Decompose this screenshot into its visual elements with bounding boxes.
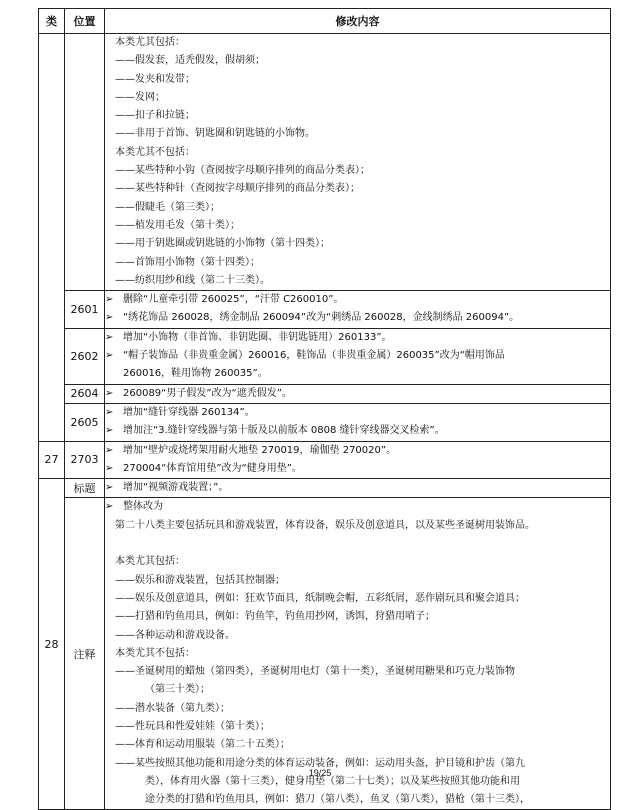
table-row: [39, 328, 611, 384]
note-line: 本类尤其包括：: [115, 37, 185, 48]
arrow-bullet-icon: ➢: [105, 444, 114, 456]
note-line: ——用于钥匙圈或钥匙链的小饰物（第十四类）；: [115, 238, 330, 250]
table-row: [39, 34, 611, 291]
note-line: ——假发套，适秃假发，假胡须；: [115, 55, 265, 67]
arrow-bullet-icon: ➢: [105, 387, 114, 399]
list-item: ➢ “绣花饰品 260028，绣金制品 260094”改为“刺绣品 260028，金线制绣品 260094”。: [105, 309, 610, 327]
note-line: ——发夹和发带；: [115, 73, 195, 85]
note-line: ——发网；: [115, 91, 165, 103]
arrow-bullet-icon: ➢: [105, 312, 114, 324]
list-item: ➢ 增加“视频游戏装置；”。: [105, 479, 610, 497]
arrow-bullet-icon: ➢: [105, 294, 114, 306]
change-content: [105, 384, 611, 403]
page-number: 19/25: [308, 768, 332, 778]
note-line: ——性玩具和性爱娃娃（第十类）；: [115, 720, 270, 732]
arrow-bullet-icon: ➢: [105, 462, 114, 474]
note-line: ——非用于首饰、钥匙圈和钥匙链的小饰物。: [115, 128, 315, 140]
list-item: ➢ 增加注“3.缝针穿线器与第十版及以前版本 0808 缝针穿线器交叉检索”。: [105, 422, 610, 440]
table-row: [39, 441, 611, 479]
list-item: ➢ 260089“男子假发”改为“遮秃假发”。: [105, 385, 610, 403]
position-cell: 2602: [65, 328, 105, 384]
table-row: [39, 403, 611, 441]
note-content: [105, 34, 611, 291]
list-item: ➢ “帽子装饰品（非贵重金属）260016，鞋饰品（非贵重金属）260035”改为“帽用饰品: [105, 347, 610, 365]
note-line: ——打猎和钓鱼用具，例如：钓鱼竿，钓鱼用抄网，诱饵，狩猎用哨子；: [115, 611, 435, 623]
list-item: ➢ 整体改为: [105, 498, 610, 516]
note-line: ——某些按照其他功能和用途分类的体育运动装备，例如：运动用头盔，护目镜和护齿（第九: [115, 757, 525, 769]
arrow-bullet-icon: ➢: [105, 482, 114, 494]
note-line: 本类尤其包括：: [115, 556, 185, 568]
note-line: ——某些特种针（查阅按字母顺序排列的商品分类表）；: [115, 183, 360, 195]
note-line: 本类尤其不包括：: [115, 146, 195, 158]
note-line: ——某些特种小钩（查阅按字母顺序排列的商品分类表）；: [115, 165, 370, 177]
position-cell: 2703: [65, 441, 105, 479]
table-row: [39, 498, 611, 810]
change-content: [105, 441, 611, 479]
note-line: ——纺织用纱和线（第二十三类）。: [115, 274, 270, 286]
position-cell: 2605: [65, 403, 105, 441]
class-cell: 28: [39, 479, 65, 810]
table-row: [39, 479, 611, 498]
position-cell: 标题: [65, 479, 105, 498]
note-line: ——植发用毛发（第十类）；: [115, 219, 240, 231]
change-content: [105, 479, 611, 498]
header-row: [39, 9, 611, 34]
note-line: ——首饰用小饰物（第十四类）；: [115, 256, 260, 268]
list-item: ➢ 增加“小饰物（非首饰、非钥匙圈、非钥匙链用）260133”。: [105, 329, 610, 347]
list-item: ➢ 增加“壁炉或烧烤架用耐火地垫 270019，瑜伽垫 270020”。: [105, 442, 610, 460]
list-item-continuation: 260016，鞋用饰物 260035”。: [123, 368, 268, 380]
table-row: [39, 384, 611, 403]
note-line: ——假睫毛（第三类）；: [115, 201, 220, 213]
list-item: ➢ 删除“儿童牵引带 260025”，“汗带 C260010”。: [105, 291, 610, 309]
position-cell: 2601: [65, 291, 105, 329]
note-line: ——扣子和拉链；: [115, 110, 195, 122]
note-line: （第三十类）；: [145, 684, 210, 696]
list-item: ➢ 增加“缝针穿线器 260134”。: [105, 404, 610, 422]
change-content: [105, 328, 611, 384]
class-cell: [39, 34, 65, 442]
table-row: [39, 291, 611, 329]
note-line: ——娱乐和游戏装置，包括其控制器；: [115, 574, 285, 586]
note-line: ——各种运动和游戏设备。: [115, 629, 235, 641]
change-content: [105, 291, 611, 329]
note-line: 第二十八类主要包括玩具和游戏装置，体育设备，娱乐及创意道具，以及某些圣诞树用装饰品。: [115, 519, 535, 531]
note-line: 途分类的打猎和钓鱼用具，例如：猎刀（第八类），鱼叉（第八类），猎枪（第十三类），: [145, 794, 530, 806]
note-line: 类），体育用火器（第十三类），健身用垫（第二十七类）；以及某些按照其他功能和用: [145, 775, 520, 787]
note-content: [105, 498, 611, 810]
note-line: ——圣诞树用的蜡烛（第四类），圣诞树用电灯（第十一类），圣诞树用糖果和巧克力装饰物: [115, 666, 515, 678]
list-item: ➢ 270004“体育馆用垫”改为“健身用垫”。: [105, 460, 610, 478]
arrow-bullet-icon: ➢: [105, 350, 114, 362]
position-cell: [65, 34, 105, 291]
note-line: [105, 535, 610, 553]
change-content: [105, 403, 611, 441]
note-line: ——潜水装备（第九类）；: [115, 702, 230, 714]
modification-table: [38, 8, 611, 810]
position-cell: 2604: [65, 384, 105, 403]
note-line: ——娱乐及创意道具，例如：狂欢节面具，纸制晚会帽，五彩纸屑，恶作剧玩具和聚会道具；: [115, 592, 525, 604]
arrow-bullet-icon: ➢: [105, 501, 114, 513]
arrow-bullet-icon: ➢: [105, 425, 114, 437]
header-position: 位置: [65, 9, 105, 34]
position-cell: 注释: [65, 498, 105, 810]
header-class: 类: [39, 9, 65, 34]
arrow-bullet-icon: ➢: [105, 406, 114, 418]
note-line: 本类尤其不包括：: [115, 647, 195, 659]
header-content: 修改内容: [105, 9, 611, 34]
note-line: ——体育和运动用服装（第二十五类）；: [115, 739, 290, 751]
arrow-bullet-icon: ➢: [105, 331, 114, 343]
class-cell: 27: [39, 441, 65, 479]
